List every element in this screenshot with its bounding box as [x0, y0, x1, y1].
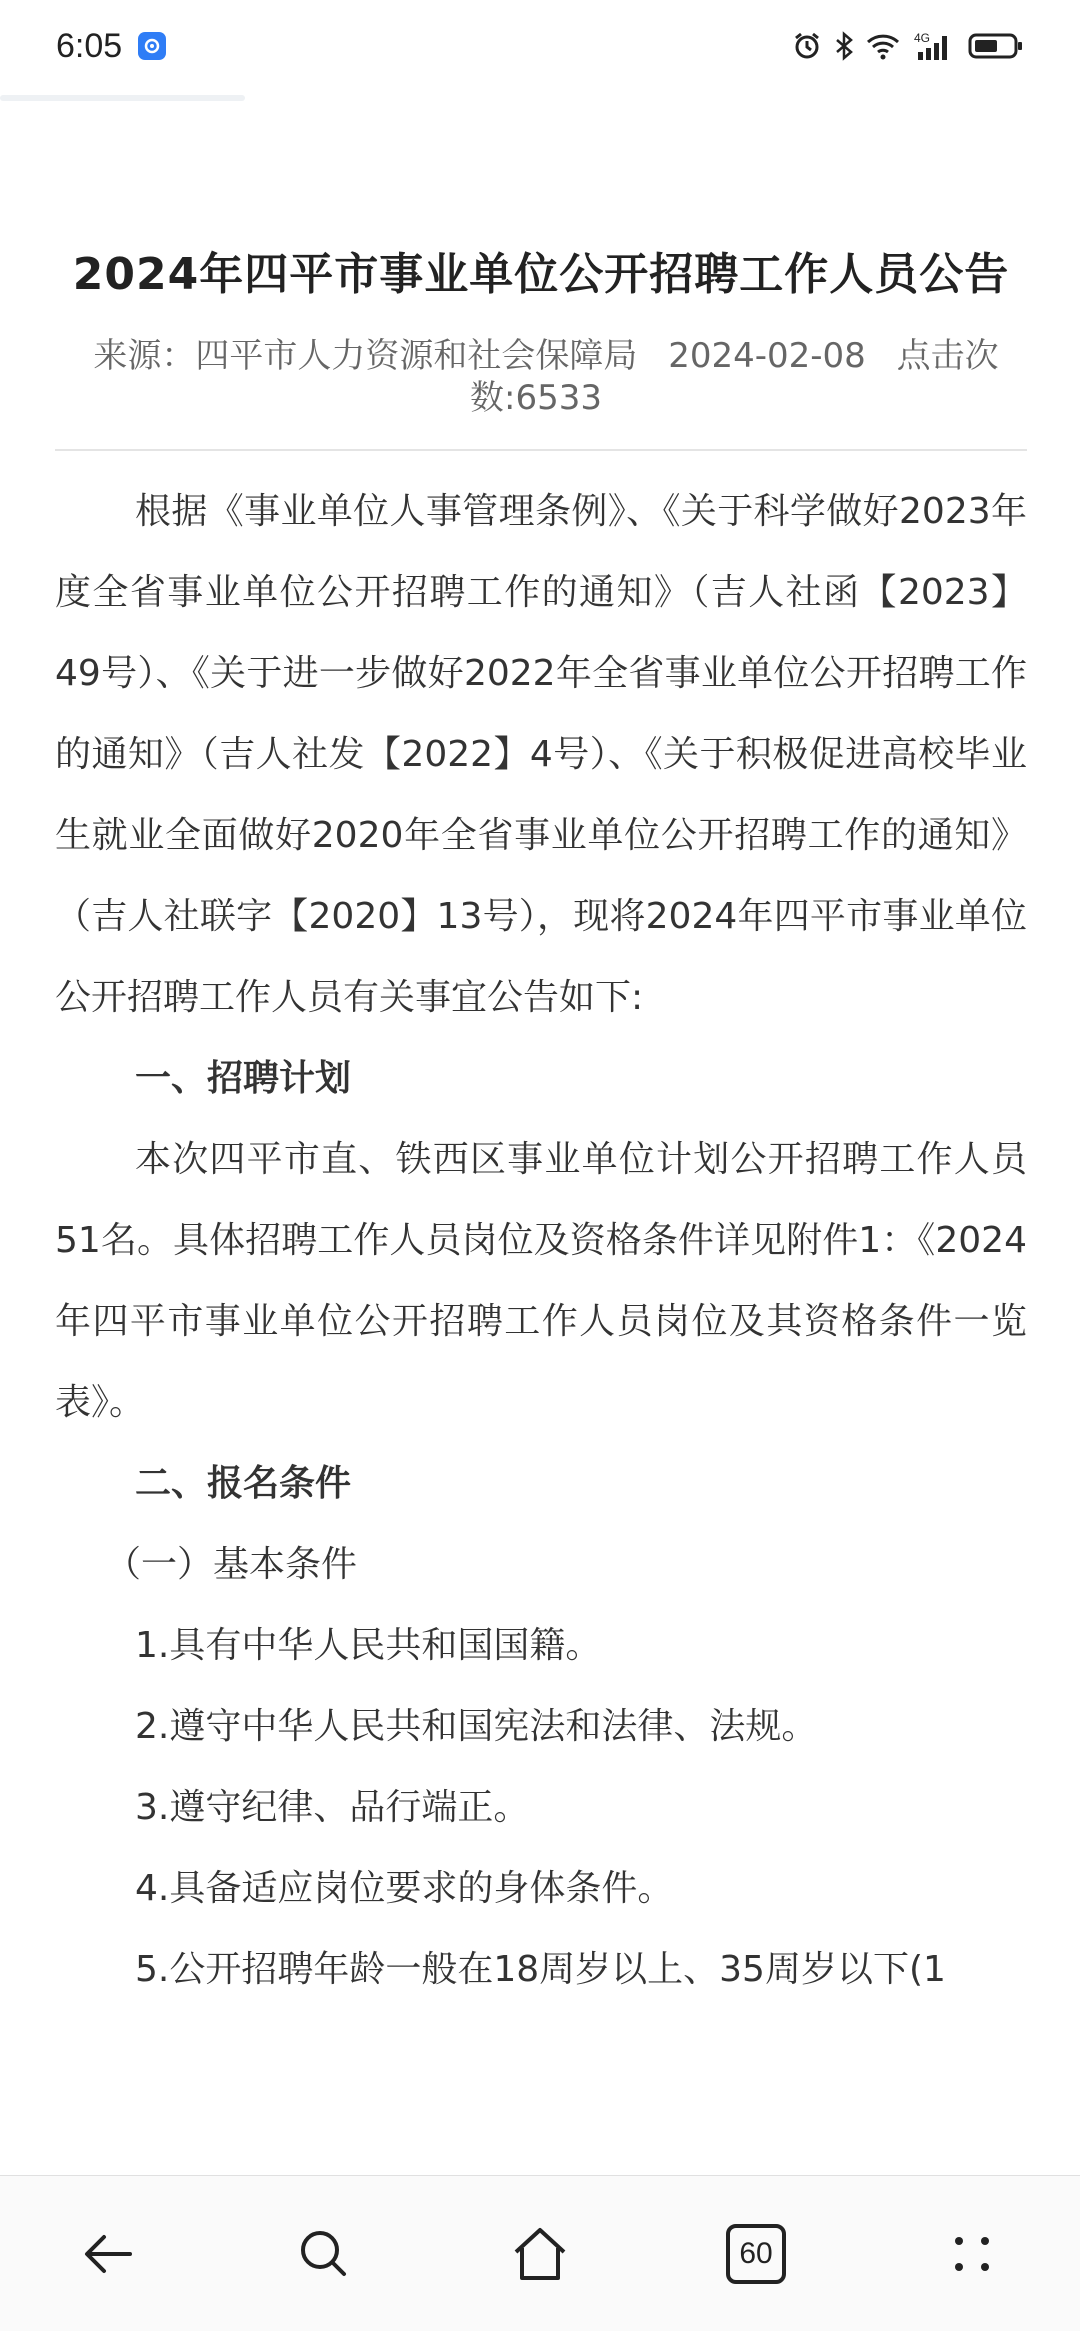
tabs-icon	[726, 2224, 786, 2284]
list-item: 1.具有中华人民共和国国籍。	[135, 1625, 602, 1666]
article-body	[55, 471, 1027, 2010]
list-item: 5.公开招聘年龄一般在18周岁以上、35周岁以下(1	[135, 1949, 946, 1990]
tab-count: 60	[739, 2236, 773, 2270]
list-item: 2.遵守中华人民共和国宪法和法律、法规。	[135, 1706, 818, 1747]
bluetooth-icon	[834, 31, 854, 61]
status-bar	[0, 0, 1080, 92]
back-icon	[78, 2224, 138, 2284]
battery-icon	[968, 31, 1024, 61]
article-meta	[55, 335, 1027, 419]
status-left	[56, 27, 166, 66]
section-heading-plan: 一、招聘计划	[135, 1058, 352, 1099]
search-icon	[294, 2224, 354, 2284]
status-time: 6:05	[56, 26, 123, 65]
article-clicks: 点击次数:6533	[470, 336, 999, 418]
intro-paragraph: 根据《事业单位人事管理条例》、《关于科学做好2023年度全省事业单位公开招聘工作的通知》（吉人社函【2023】49号）、《关于进一步做好2022年全省事业单位公开招聘工作的通知》（吉人社发【2022】4号）、《关于积极促进高校毕业生就业全面做好2020年全省事业单位公开招聘工作的通知》（吉人社联字【2020】13号），现将2024年四平市事业单位公开招聘工作人员有关事宜公告如下:	[55, 491, 1027, 1018]
menu-icon	[947, 2229, 997, 2279]
alarm-icon	[792, 31, 822, 61]
home-button[interactable]	[480, 2194, 600, 2314]
article-source: 来源：四平市人力资源和社会保障局	[93, 336, 638, 376]
browser-nav-bar	[0, 2175, 1080, 2331]
list-item: 3.遵守纪律、品行端正。	[135, 1787, 530, 1828]
section-heading-conditions: 二、报名条件	[135, 1463, 352, 1504]
article-date: 2024-02-08	[668, 336, 866, 376]
signal-icon	[912, 30, 956, 62]
app-notification-icon	[138, 32, 166, 60]
search-button[interactable]	[264, 2194, 384, 2314]
tabs-button[interactable]	[696, 2194, 816, 2314]
back-button[interactable]	[48, 2194, 168, 2314]
menu-button[interactable]	[912, 2194, 1032, 2314]
status-right	[792, 30, 1024, 62]
page-top-shadow	[0, 95, 245, 101]
plan-paragraph: 本次四平市直、铁西区事业单位计划公开招聘工作人员51名。具体招聘工作人员岗位及资格条件详见附件1：《2024年四平市事业单位公开招聘工作人员岗位及其资格条件一览表》。	[55, 1139, 1027, 1423]
article-title: 2024年四平市事业单位公开招聘工作人员公告	[72, 249, 1010, 300]
divider	[55, 449, 1027, 451]
wifi-icon	[866, 32, 900, 60]
article	[55, 245, 1027, 2010]
sub-heading-basic: （一）基本条件	[105, 1544, 358, 1585]
home-icon	[508, 2224, 572, 2284]
network-type-label: 4G	[914, 31, 931, 45]
list-item: 4.具备适应岗位要求的身体条件。	[135, 1868, 674, 1909]
